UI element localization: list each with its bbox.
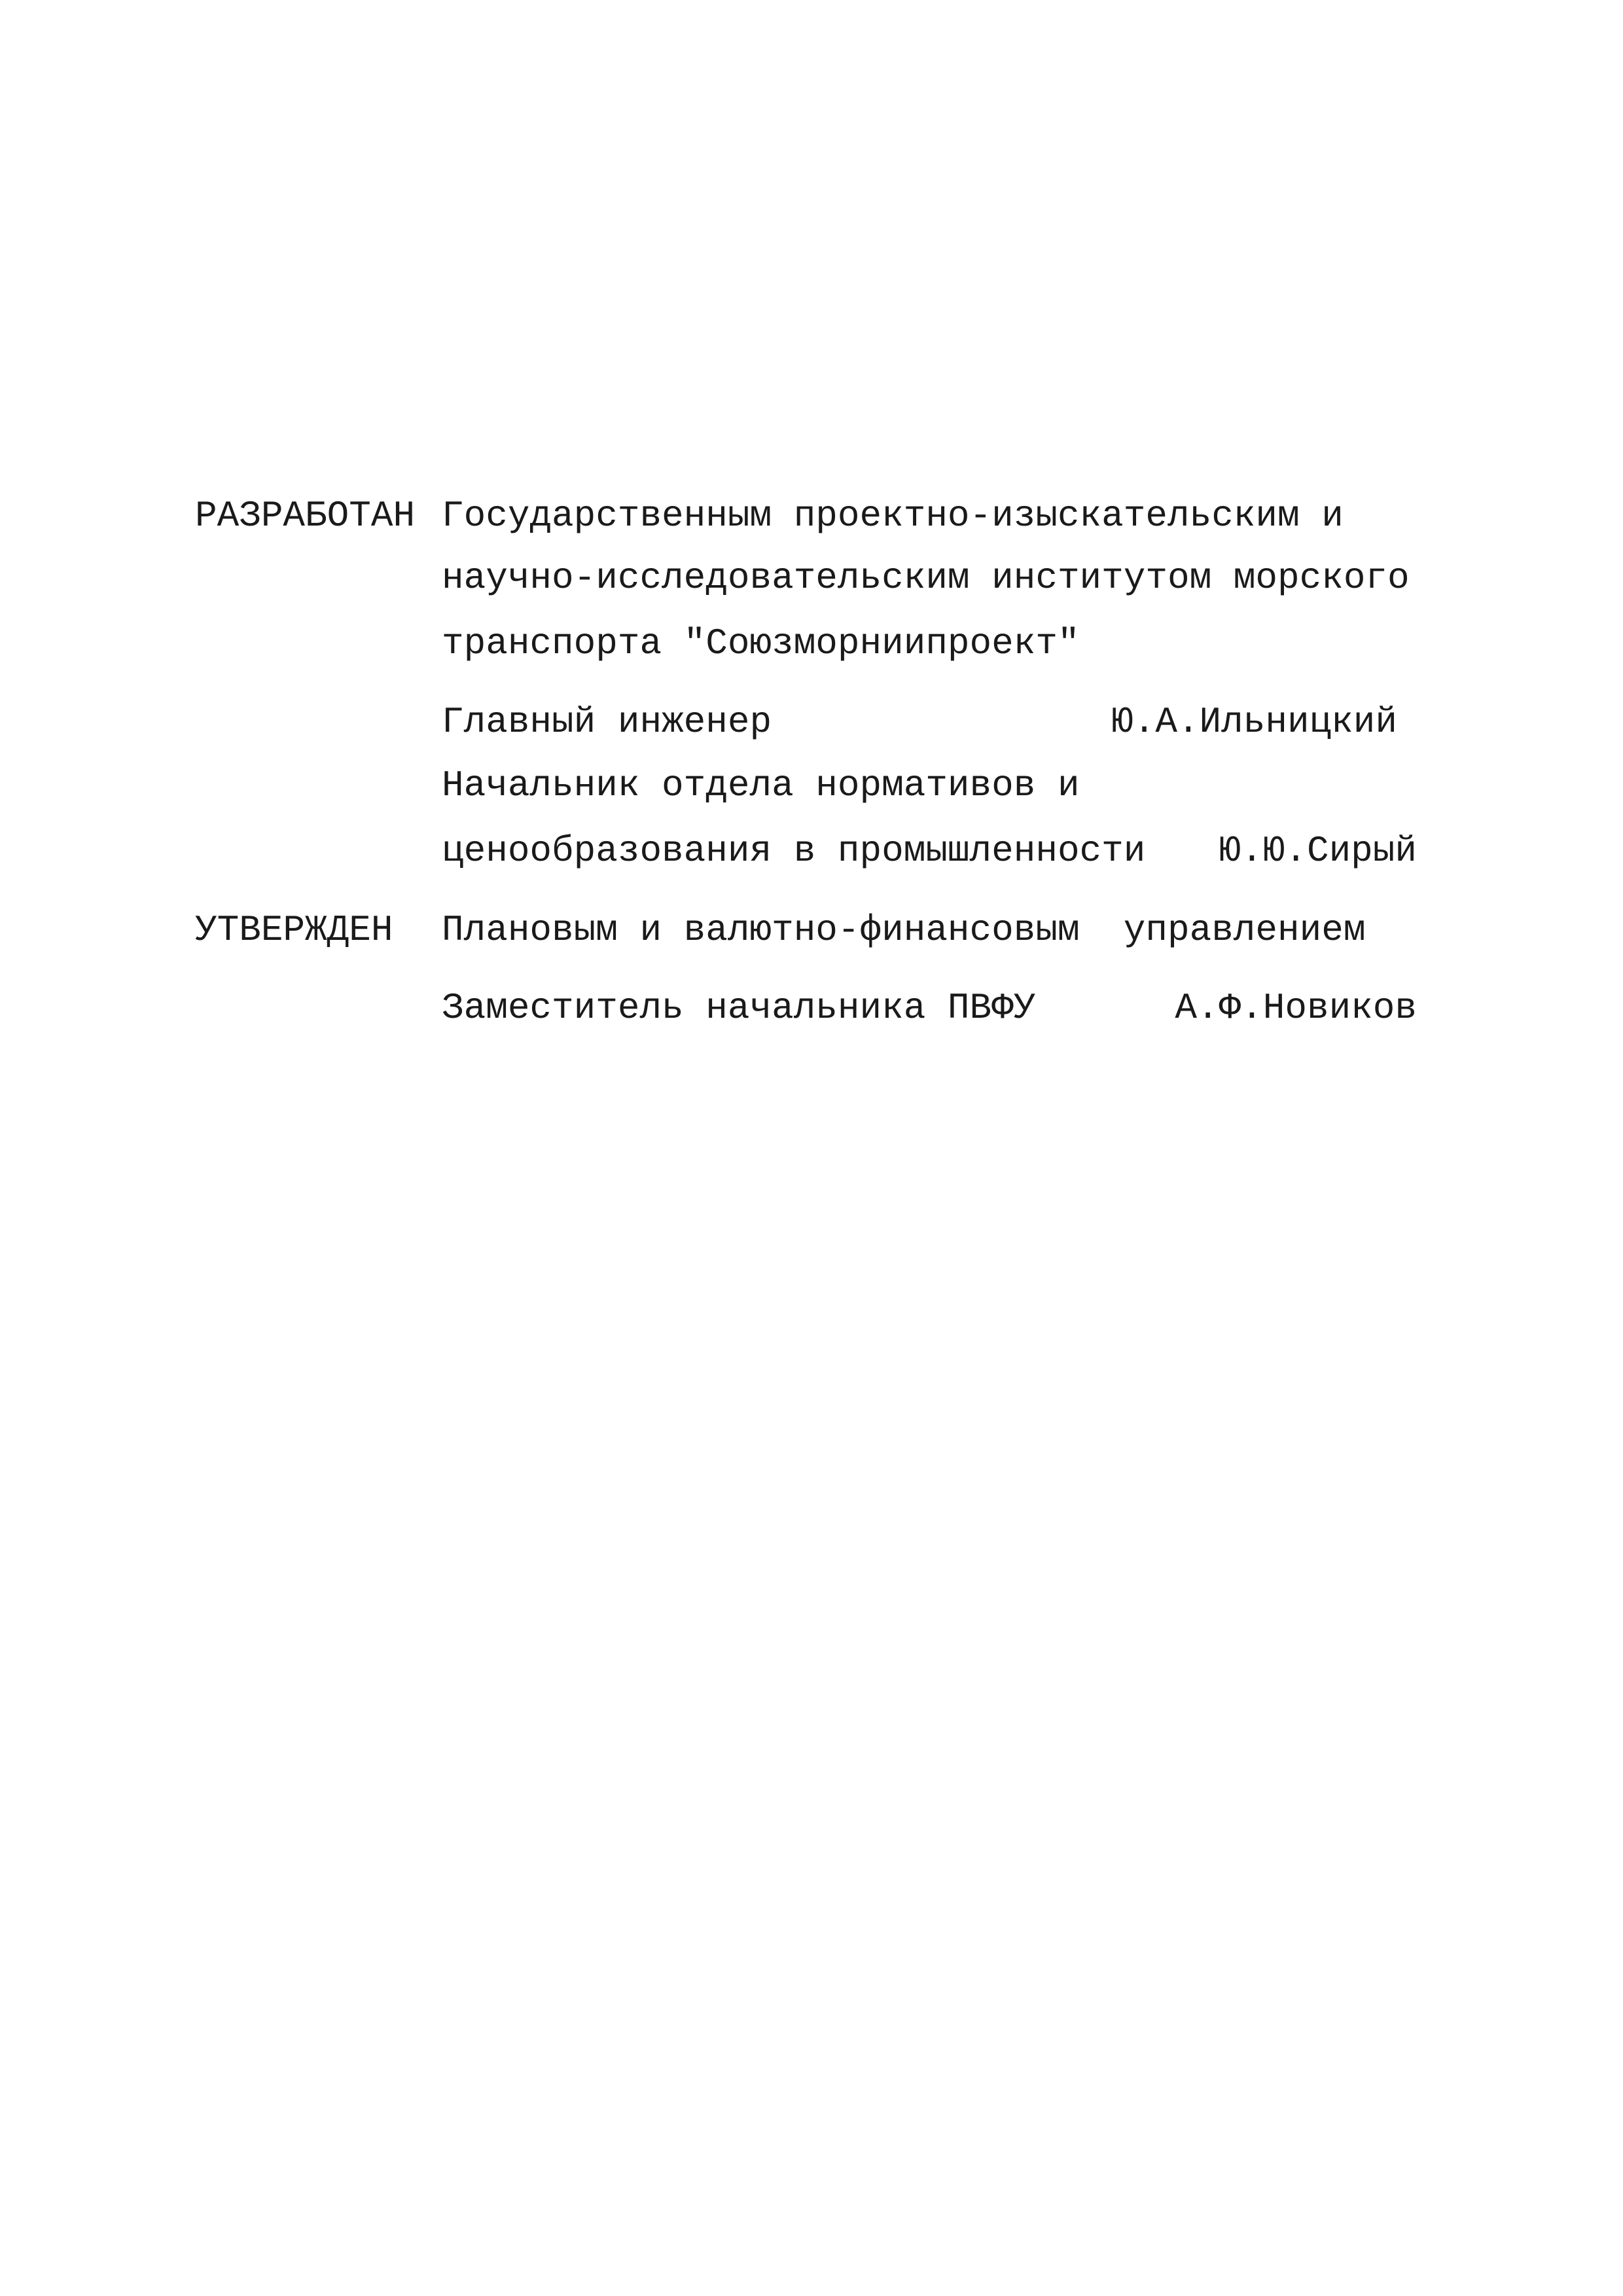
- developed-org-line-3: транспорта "Союзморниипроект": [442, 622, 1080, 664]
- chief-engineer-position: Главный инженер: [442, 701, 772, 743]
- developed-org-line-2: научно-исследовательским институтом морского: [442, 557, 1410, 599]
- department-head-position-line-1: Начальник отдела нормативов и: [442, 764, 1080, 806]
- developed-org-line-1: Государственным проектно-изыскательским и: [442, 495, 1344, 537]
- deputy-head-position: Заместитель начальника ПВФУ: [442, 987, 1036, 1029]
- approved-org-line: Плановым и валютно-финансовым управлением: [442, 909, 1366, 951]
- chief-engineer-name: Ю.А.Ильницкий: [1111, 701, 1397, 743]
- deputy-head-name: А.Ф.Новиков: [1175, 987, 1417, 1029]
- department-head-name: Ю.Ю.Сирый: [1219, 830, 1417, 872]
- approved-label: УТВЕРЖДЕН: [195, 909, 393, 951]
- developed-label: РАЗРАБОТАН: [195, 495, 416, 537]
- department-head-position-line-2: ценообразования в промышленности: [442, 830, 1146, 872]
